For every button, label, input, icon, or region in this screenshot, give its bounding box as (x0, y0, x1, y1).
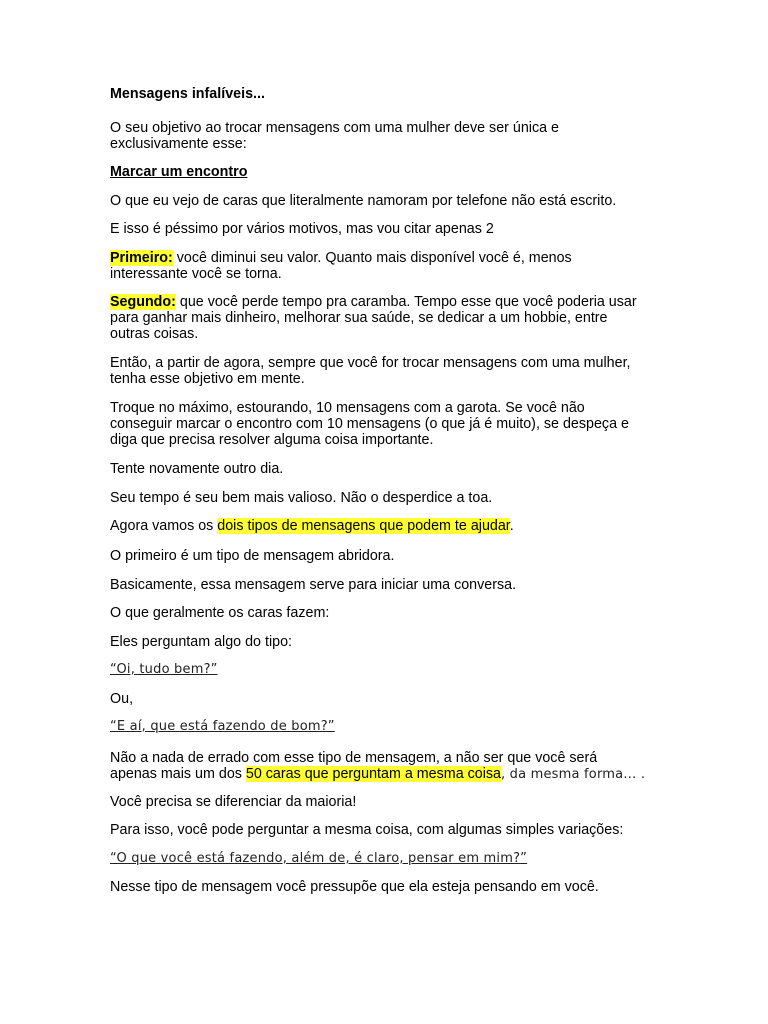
paragraph-agora (110, 518, 514, 534)
paragraph-nesse: Nesse tipo de mensagem você pressupõe que ela esteja pensando em você. (110, 879, 599, 895)
segundo-line-1: que você perde tempo pra caramba. Tempo esse que você poderia usar (175, 294, 637, 310)
paragraph-tempo: Seu tempo é seu bem mais valioso. Não o desperdice a toa. (110, 490, 493, 506)
intro-line-2: exclusivamente esse: (110, 136, 247, 152)
paragraph-nada (110, 750, 645, 783)
troque-line-2: conseguir marcar o encontro com 10 mensagens (o que já é muito), se despeça e (110, 416, 629, 432)
segundo-line-3: outras coisas. (110, 326, 199, 342)
entao-line-1: Então, a partir de agora, sempre que você for trocar mensagens com uma mulher, (110, 355, 631, 371)
paragraph-geralmente: O que geralmente os caras fazem: (110, 605, 330, 621)
troque-line-3: diga que precisa resolver alguma coisa importante. (110, 432, 434, 448)
entao-line-2: tenha esse objetivo em mente. (110, 371, 305, 387)
troque-line-1: Troque no máximo, estourando, 10 mensagens com a garota. Se você não (110, 400, 585, 416)
primeiro-line-2: interessante você se torna. (110, 266, 282, 282)
primeiro-label: Primeiro: (110, 250, 173, 266)
paragraph-diferenciar: Você precisa se diferenciar da maioria! (110, 794, 357, 810)
nada-highlight: 50 caras que perguntam a mesma coisa (245, 766, 501, 782)
paragraph-basicamente: Basicamente, essa mensagem serve para iniciar uma conversa. (110, 577, 517, 593)
intro-paragraph (110, 120, 559, 152)
quote-o-que-voce: “O que você está fazendo, além de, é claro, pensar em mim?” (110, 851, 528, 866)
intro-line-1: O seu objetivo ao trocar mensagens com uma mulher deve ser única e (110, 120, 559, 136)
quote-oi-tudo-bem: “Oi, tudo bem?” (110, 662, 218, 677)
quote-e-ai: “E aí, que está fazendo de bom?” (110, 719, 335, 734)
paragraph-ou: Ou, (110, 691, 134, 707)
primeiro-line-1: você diminui seu valor. Quanto mais disponível você é, menos (172, 250, 572, 266)
nada-line-2-after: , da mesma forma… . (501, 767, 646, 782)
paragraph-primeiro (110, 250, 572, 282)
nada-line-1: Não a nada de errado com esse tipo de mensagem, a não ser que você será (110, 750, 598, 766)
agora-after: . (509, 518, 514, 534)
nada-line-2-before: apenas mais um dos (110, 766, 246, 782)
agora-highlight: dois tipos de mensagens que podem te ajudar (217, 518, 510, 534)
paragraph-eles: Eles perguntam algo do tipo: (110, 634, 293, 650)
paragraph-segundo (110, 294, 637, 342)
section-subtitle: Marcar um encontro (110, 164, 248, 180)
segundo-line-2: para ganhar mais dinheiro, melhorar sua saúde, se dedicar a um hobbie, entre (110, 310, 608, 326)
paragraph-para-isso: Para isso, você pode perguntar a mesma coisa, com algumas simples variações: (110, 822, 624, 838)
paragraph-entao (110, 355, 631, 387)
segundo-label: Segundo: (110, 294, 176, 310)
agora-before: Agora vamos os (110, 518, 218, 534)
paragraph-pessimo: E isso é péssimo por vários motivos, mas vou citar apenas 2 (110, 221, 494, 237)
paragraph-primeiro-tipo: O primeiro é um tipo de mensagem abridora. (110, 548, 395, 564)
document-title: Mensagens infalíveis... (110, 86, 265, 102)
paragraph-vejo: O que eu vejo de caras que literalmente namoram por telefone não está escrito. (110, 193, 617, 209)
paragraph-tente: Tente novamente outro dia. (110, 461, 284, 477)
paragraph-troque (110, 400, 629, 448)
